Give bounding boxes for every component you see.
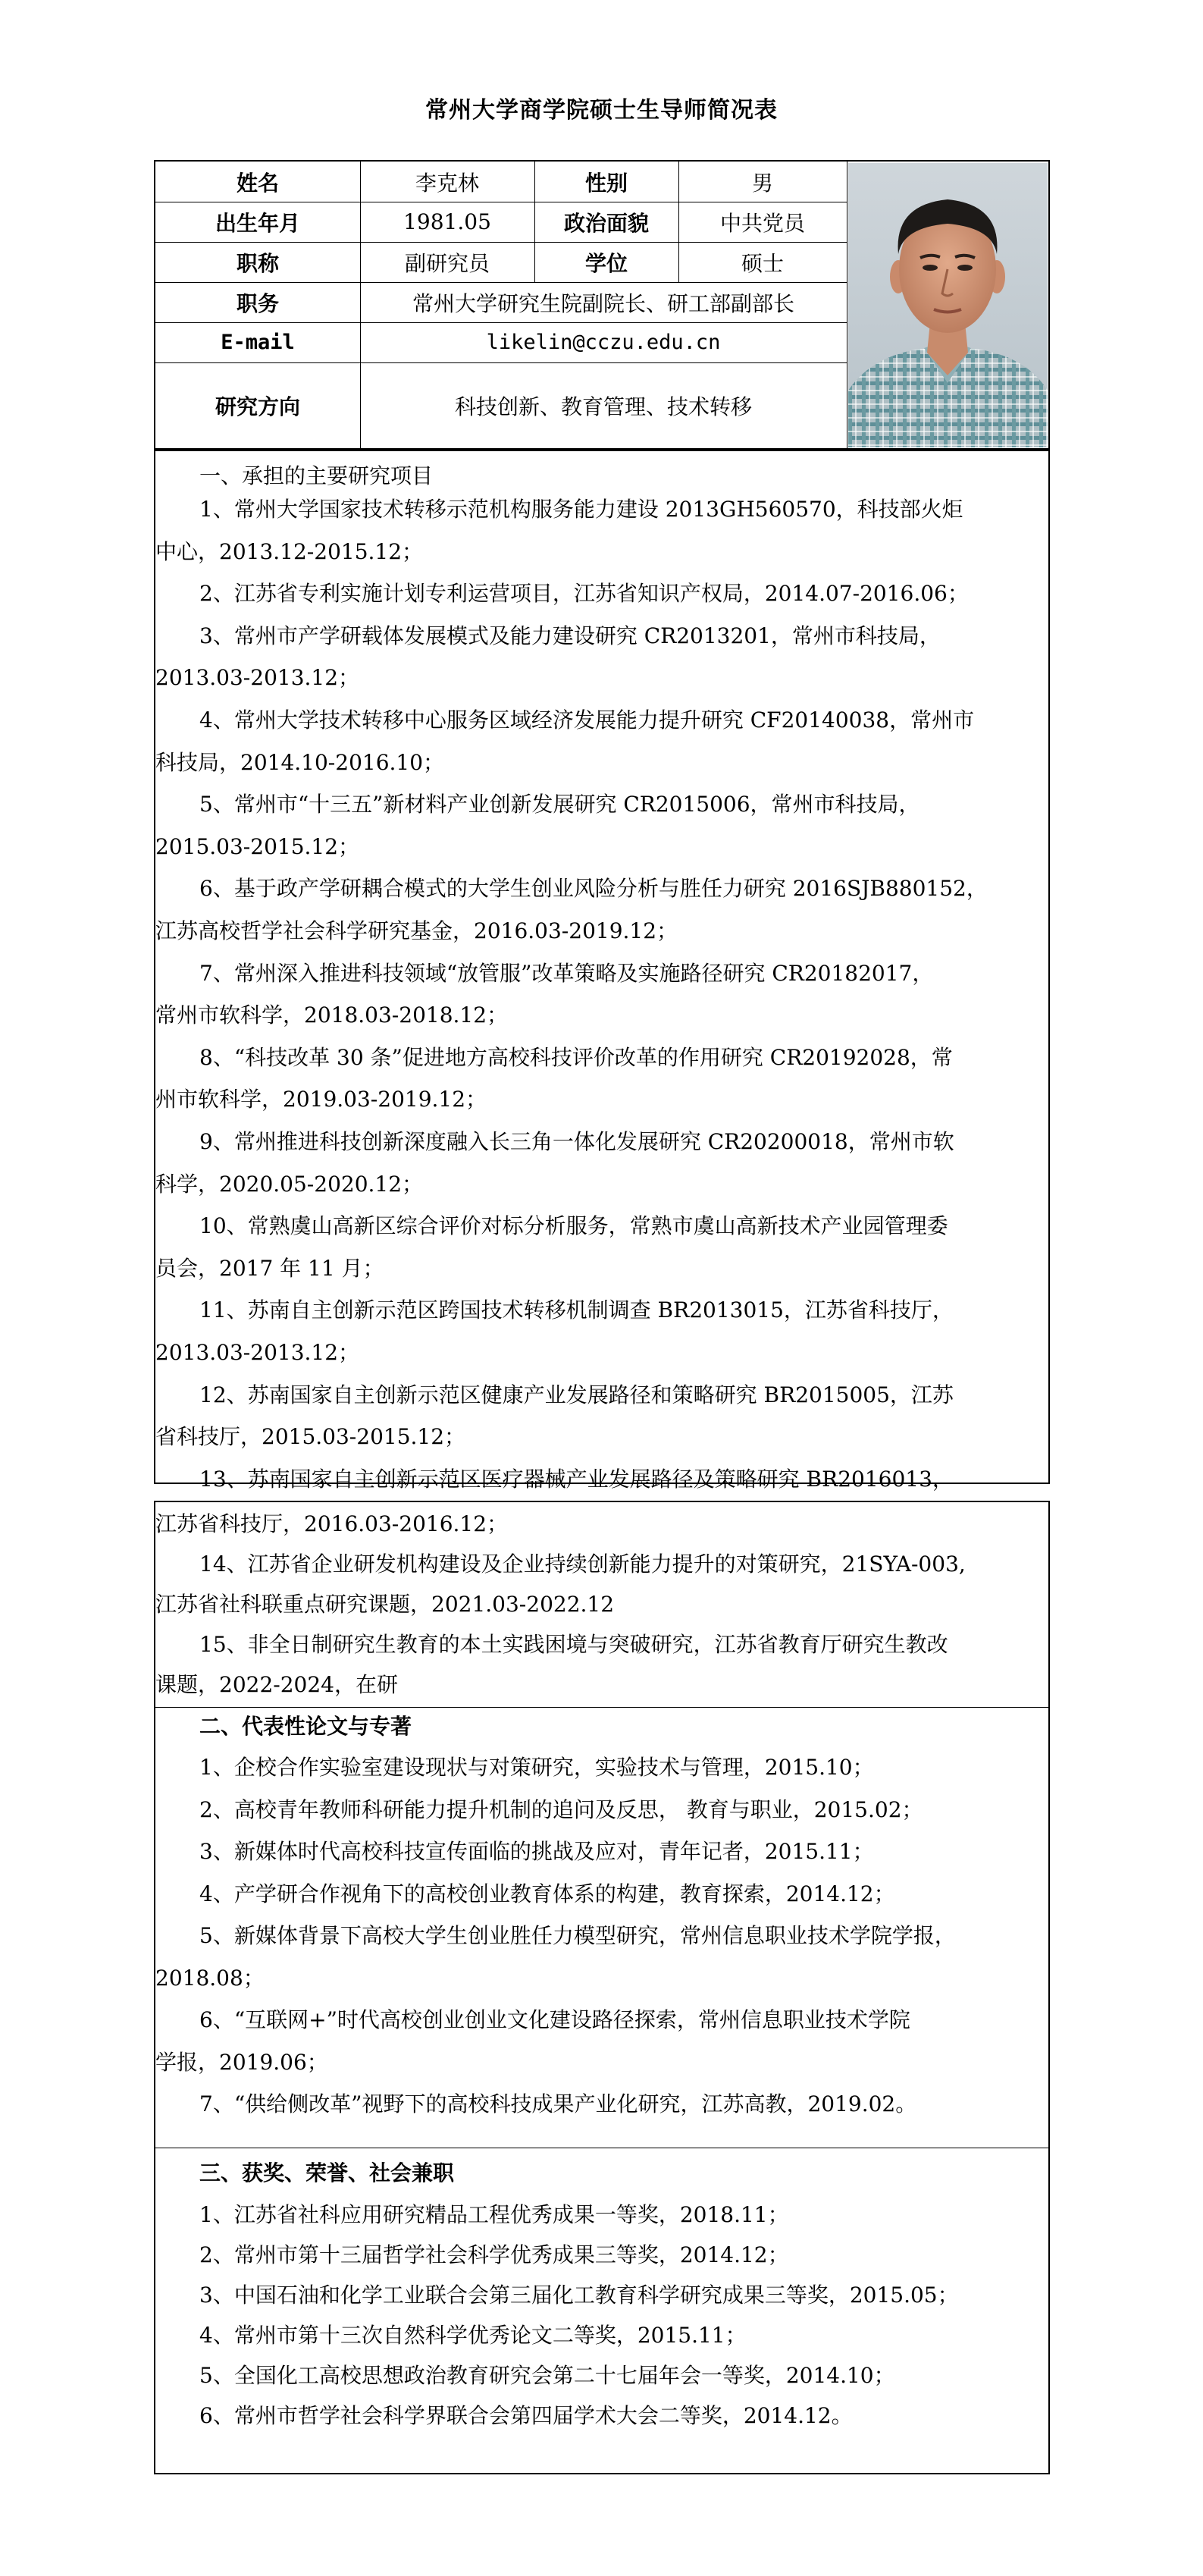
section2-heading: 二、代表性论文与专著: [199, 1714, 412, 1739]
portrait-photo: [848, 163, 1048, 447]
list-line: 12、苏南国家自主创新示范区健康产业发展路径和策略研究 BR2015005，江苏: [199, 1382, 954, 1407]
birth-value: 1981.05: [403, 209, 491, 234]
list-line: 2015.03-2015.12；: [155, 833, 360, 859]
list-line: 1、江苏省社科应用研究精品工程优秀成果一等奖，2018.11；: [199, 2202, 789, 2227]
title-value: 副研究员: [404, 250, 490, 276]
research-value: 科技创新、教育管理、技术转移: [454, 394, 752, 419]
list-line: 科技局，2014.10-2016.10；: [155, 749, 445, 775]
research-label: 研究方向: [215, 394, 300, 419]
list-line: 4、常州大学技术转移中心服务区域经济发展能力提升研究 CF20140038，常州市: [199, 708, 975, 733]
list-line: 1、常州大学国家技术转移示范机构服务能力建设 2013GH560570，科技部火炬: [199, 497, 963, 522]
list-line: 8、“科技改革 30 条”促进地方高校科技评价改革的作用研究 CR20192028，常: [199, 1044, 953, 1070]
position-value: 常州大学研究生院副院长、研工部副部长: [412, 290, 794, 316]
list-line: 5、新媒体背景下高校大学生创业胜任力模型研究，常州信息职业技术学院学报，: [199, 1923, 956, 1948]
list-line: 6、常州市哲学社会科学界联合会第四届学术大会二等奖，2014.12。: [199, 2403, 853, 2428]
gender-label: 性别: [584, 170, 628, 196]
projects-block-1: [154, 450, 1050, 1492]
list-line: 2013.03-2013.12；: [155, 1340, 360, 1365]
section3-heading: 三、获奖、荣誉、社会兼职: [199, 2160, 455, 2185]
list-line: 2、江苏省专利实施计划专利运营项目，江苏省知识产权局，2014.07-2016.06；: [199, 581, 969, 607]
name-label: 姓名: [236, 170, 279, 196]
list-line: 9、常州推进科技创新深度融入长三角一体化发展研究 CR20200018，常州市软: [199, 1129, 954, 1154]
birth-label: 出生年月: [215, 210, 300, 236]
political-value: 中共党员: [719, 210, 805, 236]
list-line: 3、常州市产学研载体发展模式及能力建设研究 CR2013201，常州市科技局，: [199, 623, 941, 648]
list-line: 14、江苏省企业研发机构建设及企业持续创新能力提升的对策研究，21SYA-003,: [199, 1552, 966, 1577]
list-line: 中心，2013.12-2015.12；: [155, 538, 424, 564]
list-line: 2、高校青年教师科研能力提升机制的追问及反思， 教育与职业，2015.02；: [199, 1796, 923, 1822]
list-line: 课题，2022-2024，在研: [155, 1672, 398, 1697]
list-line: 省科技厅，2015.03-2015.12；: [155, 1424, 466, 1450]
list-line: 7、常州深入推进科技领域“放管服”改革策略及实施路径研究 CR20182017，: [199, 960, 934, 986]
section1-heading: 一、承担的主要研究项目: [199, 463, 434, 488]
list-line: 科学，2020.05-2020.12；: [155, 1171, 424, 1197]
info-table: [154, 160, 1050, 450]
list-line: 3、新媒体时代高校科技宣传面临的挑战及应对，青年记者，2015.11；: [199, 1839, 874, 1864]
list-line: 2013.03-2013.12；: [155, 665, 360, 691]
list-line: 7、“供给侧改革”视野下的高校科技成果产业化研究，江苏高教，2019.02。: [199, 2091, 917, 2116]
list-line: 江苏省社科联重点研究课题，2021.03-2022.12: [155, 1592, 615, 1617]
email-label: E-mail: [221, 331, 295, 354]
list-line: 10、常熟虞山高新区综合评价对标分析服务，常熟市虞山高新技术产业园管理委: [199, 1213, 948, 1239]
list-line: 5、全国化工高校思想政治教育研究会第二十七届年会一等奖，2014.10；: [199, 2363, 895, 2388]
list-line: 11、苏南自主创新示范区跨国技术转移机制调查 BR2013015，江苏省科技厅，: [199, 1297, 954, 1323]
list-line: 6、“互联网+”时代高校创业创业文化建设路径探索，常州信息职业技术学院: [199, 2007, 910, 2032]
list-line: 13、苏南国家自主创新示范区医疗器械产业发展路径及策略研究 BR2016013，: [199, 1466, 954, 1492]
list-line: 15、非全日制研究生教育的本土实践困境与突破研究，江苏省教育厅研究生教改: [199, 1632, 948, 1657]
list-line: 4、常州市第十三次自然科学优秀论文二等奖，2015.11；: [199, 2323, 747, 2348]
title-label: 职称: [236, 250, 279, 276]
list-line: 州市软科学，2019.03-2019.12；: [155, 1087, 487, 1112]
document-title: 常州大学商学院硕士生导师简况表: [425, 97, 778, 124]
list-line: 6、基于政产学研耦合模式的大学生创业风险分析与胜任力研究 2016SJB880152，: [199, 876, 988, 902]
list-line: 江苏省科技厅，2016.03-2016.12；: [155, 1511, 509, 1536]
list-line: 常州市软科学，2018.03-2018.12；: [155, 1002, 509, 1028]
list-line: 3、中国石油和化学工业联合会第三届化工教育科学研究成果三等奖，2015.05；: [199, 2283, 959, 2308]
list-line: 2、常州市第十三届哲学社会科学优秀成果三等奖，2014.12；: [199, 2242, 789, 2267]
list-line: 学报，2019.06；: [155, 2049, 328, 2075]
political-label: 政治面貌: [563, 210, 649, 236]
list-line: 4、产学研合作视角下的高校创业教育体系的构建，教育探索，2014.12；: [199, 1881, 895, 1906]
degree-value: 硕士: [741, 250, 784, 276]
list-line: 员会，2017 年 11 月；: [155, 1255, 384, 1281]
gender-value: 男: [751, 170, 773, 196]
email-value: likelin@cczu.edu.cn: [486, 331, 721, 354]
name-value: 李克林: [415, 170, 479, 196]
list-line: 1、企校合作实验室建设现状与对策研究，实验技术与管理，2015.10；: [199, 1755, 874, 1780]
list-line: 2018.08；: [155, 1965, 265, 1991]
projects-block-2: [154, 1501, 1050, 2474]
list-line: 江苏高校哲学社会科学研究基金，2016.03-2019.12；: [155, 918, 678, 943]
list-line: 5、常州市“十三五”新材料产业创新发展研究 CR2015006，常州市科技局，: [199, 792, 920, 817]
position-label: 职务: [236, 290, 279, 316]
degree-label: 学位: [584, 250, 628, 276]
